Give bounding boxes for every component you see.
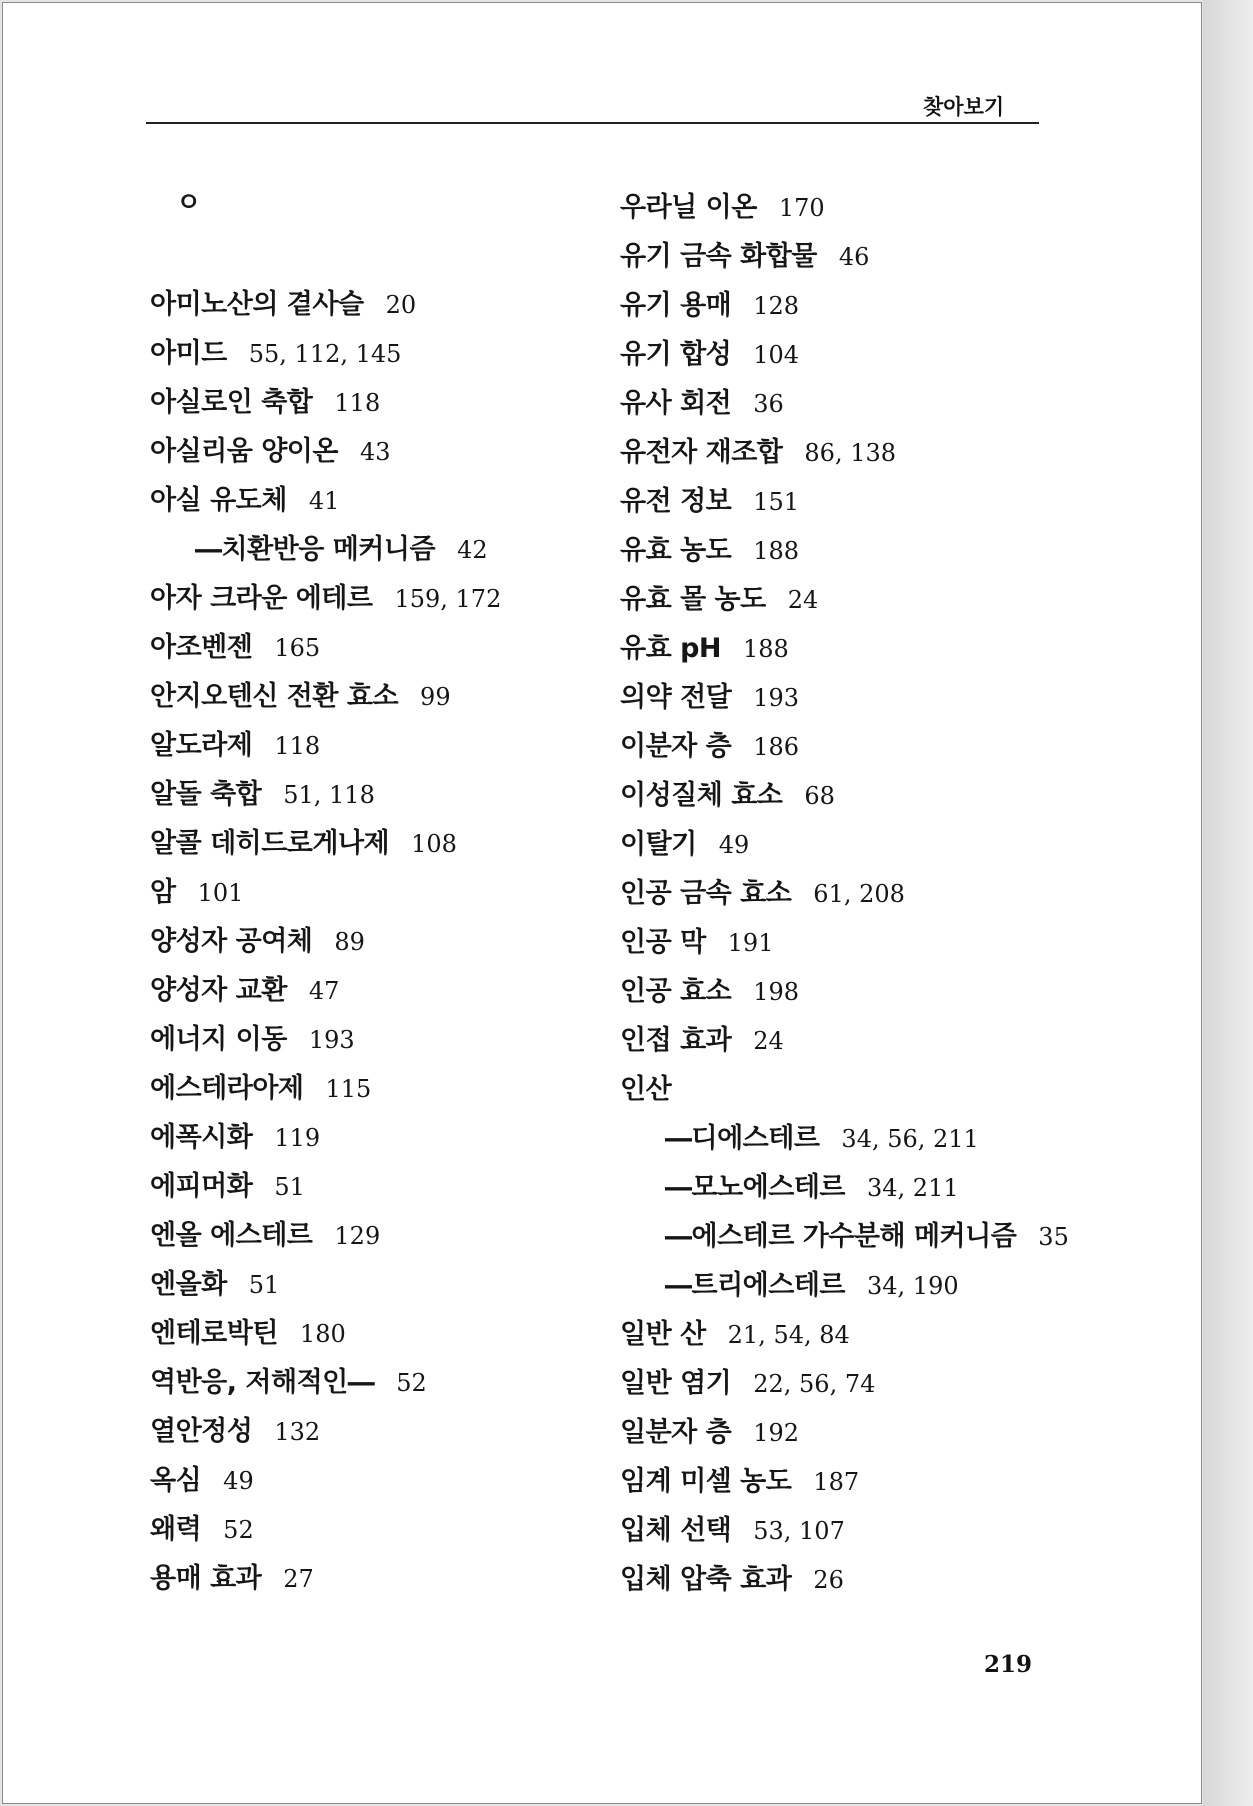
index-entry	[620, 1114, 1069, 1163]
index-entry	[620, 624, 1069, 673]
index-entry	[150, 427, 501, 476]
index-term: 일반 염기	[620, 1368, 732, 1399]
index-page-refs: 46	[838, 243, 870, 271]
index-entry	[620, 428, 1069, 477]
index-section-letter	[150, 183, 501, 280]
index-page-refs: 42	[457, 536, 488, 564]
index-page-refs: 187	[813, 1468, 860, 1496]
index-entry	[620, 575, 1069, 624]
index-term: 아실리움 양이온	[150, 436, 338, 467]
index-page-refs: 55, 112, 145	[248, 340, 402, 368]
index-entry	[150, 1407, 501, 1456]
index-page-refs: 61, 208	[813, 880, 905, 908]
index-entry	[620, 1212, 1069, 1261]
index-term: 왜력	[150, 1514, 202, 1545]
index-page-refs: 118	[274, 732, 321, 760]
index-term: 아실 유도체	[150, 485, 287, 516]
index-page-refs: 192	[753, 1419, 800, 1447]
index-term: 아자 크라운 에테르	[150, 583, 373, 614]
index-term: 입체 압축 효과	[620, 1564, 792, 1595]
index-entry	[620, 1457, 1069, 1506]
index-entry	[620, 1408, 1069, 1457]
index-entry	[150, 623, 501, 672]
index-term: 인공 금속 효소	[620, 878, 792, 909]
index-page-refs: 26	[813, 1566, 844, 1594]
index-page-refs: 188	[743, 635, 789, 663]
index-entry	[620, 183, 1069, 232]
index-term: 용매 효과	[150, 1563, 262, 1594]
index-entry	[150, 770, 501, 819]
index-entry	[150, 1211, 501, 1260]
index-term: ―모노에스테르	[665, 1172, 845, 1203]
index-entry	[620, 771, 1069, 820]
index-term: 의약 전달	[620, 682, 732, 713]
index-page-refs: 132	[274, 1418, 321, 1446]
index-entry	[620, 477, 1069, 526]
index-entry	[150, 1064, 501, 1113]
index-page-refs: 51	[274, 1173, 305, 1201]
index-term: 유효 몰 농도	[620, 584, 766, 615]
index-entry	[620, 379, 1069, 428]
index-entry	[150, 1456, 501, 1505]
index-page-refs: 89	[334, 928, 365, 956]
index-page-refs: 34, 211	[867, 1174, 959, 1202]
index-entry	[150, 280, 501, 329]
index-page-refs: 191	[727, 929, 774, 957]
index-column-right	[620, 183, 1069, 1604]
index-entry	[620, 330, 1069, 379]
page-number: 219	[984, 1651, 1033, 1678]
index-page-refs: 24	[753, 1027, 784, 1055]
index-term: ―에스테르 가수분해 메커니즘	[665, 1221, 1017, 1252]
index-page-refs: 115	[325, 1075, 372, 1103]
index-entry	[150, 1309, 501, 1358]
index-term: 아조벤젠	[150, 632, 253, 663]
index-page-refs: 53, 107	[753, 1517, 845, 1545]
index-entry	[150, 525, 501, 574]
index-entry	[620, 1310, 1069, 1359]
index-term: 유효 pH	[620, 633, 721, 664]
index-entry	[620, 673, 1069, 722]
index-term: ―디에스테르	[665, 1123, 820, 1154]
index-page-refs: 128	[753, 292, 800, 320]
index-entry	[620, 918, 1069, 967]
index-term: 우라닐 이온	[620, 192, 757, 223]
viewer-background	[1203, 0, 1253, 1806]
index-term: 아실로인 축합	[150, 387, 313, 418]
index-entry	[150, 721, 501, 770]
index-entry	[620, 526, 1069, 575]
index-term: 역반응, 저해적인―	[150, 1367, 375, 1398]
index-entry	[150, 1554, 501, 1603]
index-entry	[620, 1016, 1069, 1065]
index-term: 에피머화	[150, 1171, 253, 1202]
index-entry	[620, 1359, 1069, 1408]
index-term: 유기 합성	[620, 339, 732, 370]
index-term: 이분자 층	[620, 731, 732, 762]
index-term: 암	[150, 877, 176, 908]
index-entry	[150, 574, 501, 623]
index-term: 알돌 축합	[150, 779, 262, 810]
index-term: 임계 미셀 농도	[620, 1466, 792, 1497]
index-entry	[150, 966, 501, 1015]
index-page-refs: 99	[420, 683, 451, 711]
index-entry	[150, 1015, 501, 1064]
index-term: ―트리에스테르	[665, 1270, 845, 1301]
index-term: 입체 선택	[620, 1515, 732, 1546]
index-term: 에스테라아제	[150, 1073, 304, 1104]
index-term: 엔올화	[150, 1269, 227, 1300]
index-term: 양성자 교환	[150, 975, 287, 1006]
index-page-refs: 188	[753, 537, 800, 565]
index-term: 알도라제	[150, 730, 253, 761]
index-term: 인접 효과	[620, 1025, 732, 1056]
index-page-refs: 118	[334, 389, 381, 417]
index-entry	[620, 1506, 1069, 1555]
index-term: 인공 막	[620, 927, 706, 958]
index-page-refs: 193	[308, 1026, 355, 1054]
index-column-left	[150, 183, 501, 1603]
index-page-refs: 49	[223, 1467, 254, 1495]
index-entry	[620, 820, 1069, 869]
index-term: 알콜 데히드로게나제	[150, 828, 390, 859]
index-term: 엔올 에스테르	[150, 1220, 313, 1251]
index-term: 아미노산의 곁사슬	[150, 289, 364, 320]
document-page	[2, 2, 1202, 1804]
index-term: 엔테로박틴	[150, 1318, 278, 1349]
index-page-refs: 41	[308, 487, 340, 515]
index-term: 일반 산	[620, 1319, 706, 1350]
index-entry	[150, 476, 501, 525]
index-page-refs: 20	[385, 291, 417, 319]
index-term: 에너지 이동	[150, 1024, 287, 1055]
index-page-refs: 34, 190	[867, 1272, 959, 1300]
index-term: 이성질체 효소	[620, 780, 783, 811]
index-page-refs: 24	[787, 586, 819, 614]
index-entry	[150, 1358, 501, 1407]
index-entry	[150, 1113, 501, 1162]
index-page-refs: 21, 54, 84	[727, 1321, 850, 1349]
index-term: 안지오텐신 전환 효소	[150, 681, 399, 712]
index-entry	[620, 1261, 1069, 1310]
index-entry	[150, 1260, 501, 1309]
index-page-refs: 119	[274, 1124, 321, 1152]
index-term: 유전 정보	[620, 486, 732, 517]
index-page-refs: 52	[223, 1516, 254, 1544]
index-entry	[150, 819, 501, 868]
index-entry	[620, 232, 1069, 281]
index-page-refs: 129	[334, 1222, 381, 1250]
index-term: 유사 회전	[620, 388, 732, 419]
index-term: 인공 효소	[620, 976, 732, 1007]
index-page-refs: 51	[248, 1271, 280, 1299]
index-page-refs: 108	[411, 830, 457, 858]
index-page-refs: 68	[804, 782, 835, 810]
index-term: 유효 농도	[620, 535, 732, 566]
index-term: 열안정성	[150, 1416, 253, 1447]
index-term: 이탈기	[620, 829, 697, 860]
index-entry	[620, 281, 1069, 330]
index-term: 유기 용매	[620, 290, 732, 321]
index-page-refs: 51, 118	[283, 781, 375, 809]
index-term: 에폭시화	[150, 1122, 253, 1153]
running-head: 찾아보기	[923, 95, 1005, 119]
index-term: 유전자 재조합	[620, 437, 783, 468]
index-page-refs: 47	[308, 977, 340, 1005]
index-entry	[620, 1065, 1069, 1114]
index-term: 옥심	[150, 1465, 202, 1496]
index-term: ㅇ	[176, 188, 201, 218]
index-page-refs: 52	[396, 1369, 427, 1397]
index-term: ―치환반응 메커니즘	[195, 534, 436, 565]
index-page-refs: 170	[778, 194, 825, 222]
index-page-refs: 198	[753, 978, 800, 1006]
index-page-refs: 43	[359, 438, 391, 466]
index-entry	[150, 1505, 501, 1554]
index-entry	[150, 672, 501, 721]
index-entry	[620, 722, 1069, 771]
index-term: 인산	[620, 1074, 672, 1105]
index-entry	[150, 917, 501, 966]
index-entry	[150, 378, 501, 427]
index-term: 일분자 층	[620, 1417, 732, 1448]
index-entry	[150, 868, 501, 917]
index-entry	[150, 1162, 501, 1211]
index-term: 아미드	[150, 338, 227, 369]
index-page-refs: 101	[197, 879, 244, 907]
index-entry	[150, 329, 501, 378]
index-entry	[620, 967, 1069, 1016]
index-page-refs: 86, 138	[804, 439, 897, 467]
index-page-refs: 35	[1038, 1223, 1069, 1251]
index-page-refs: 165	[274, 634, 321, 662]
index-page-refs: 49	[718, 831, 750, 859]
index-page-refs: 34, 56, 211	[841, 1125, 979, 1153]
index-page-refs: 36	[753, 390, 784, 418]
index-entry	[620, 1163, 1069, 1212]
index-entry	[620, 869, 1069, 918]
header-rule	[146, 122, 1039, 124]
index-page-refs: 193	[753, 684, 800, 712]
index-term: 양성자 공여체	[150, 926, 313, 957]
index-page-refs: 104	[753, 341, 800, 369]
index-term: 유기 금속 화합물	[620, 241, 817, 272]
index-page-refs: 186	[753, 733, 800, 761]
index-page-refs: 27	[283, 1565, 314, 1593]
index-entry	[620, 1555, 1069, 1604]
index-page-refs: 180	[299, 1320, 346, 1348]
index-page-refs: 151	[753, 488, 800, 516]
index-page-refs: 159, 172	[394, 585, 502, 613]
index-page-refs: 22, 56, 74	[753, 1370, 876, 1398]
